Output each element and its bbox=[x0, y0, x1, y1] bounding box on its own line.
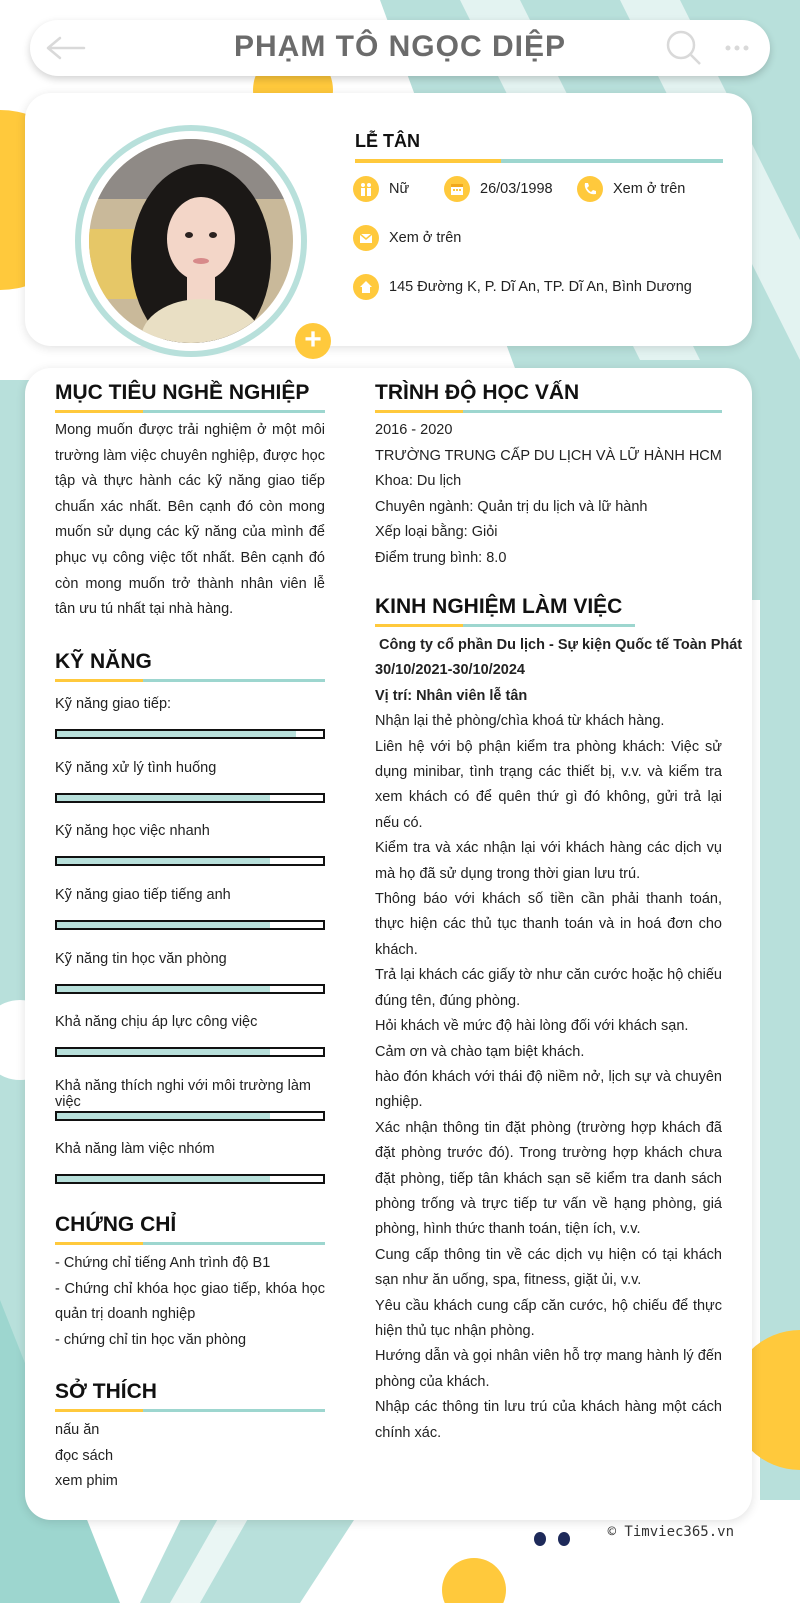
skill-bar bbox=[55, 1174, 325, 1184]
duty-item: Cảm ơn và chào tạm biệt khách. bbox=[375, 1043, 585, 1060]
skill-label: Kỹ năng xử lý tình huống bbox=[55, 760, 217, 776]
hobbies-underline bbox=[55, 1409, 325, 1412]
skill-item bbox=[55, 1078, 325, 1110]
duty-item: Nhập các thông tin lưu trú của khách hàng một cách chính xác. bbox=[375, 1399, 722, 1441]
skill-bar-fill bbox=[57, 1049, 270, 1055]
skill-label: Kỹ năng giao tiếp: bbox=[55, 696, 172, 712]
skill-item bbox=[55, 1014, 325, 1030]
footer-brand: © Timviec365.vn bbox=[607, 1524, 734, 1540]
email-value: Xem ở trên bbox=[389, 230, 462, 246]
skill-label: Kỹ năng tin học văn phòng bbox=[55, 951, 227, 967]
education-rank: Xếp loại bằng: Giỏi bbox=[375, 524, 498, 541]
education-school: TRƯỜNG TRUNG CẤP DU LỊCH VÀ LỮ HÀNH HCM bbox=[375, 447, 722, 464]
skill-bar bbox=[55, 856, 325, 866]
education-details bbox=[375, 418, 722, 572]
experience-title: KINH NGHIỆM LÀM VIỆC bbox=[375, 595, 623, 618]
experience-position: Vị trí: Nhân viên lễ tân bbox=[375, 687, 528, 704]
skill-bar-fill bbox=[57, 986, 270, 992]
skill-item bbox=[55, 760, 325, 776]
duty-item: Trả lại khách các giấy tờ như căn cước hoặc hộ chiếu đúng tên, đúng phòng. bbox=[375, 967, 722, 1009]
objective-underline bbox=[55, 410, 325, 413]
skill-bar bbox=[55, 920, 325, 930]
education-title: TRÌNH ĐỘ HỌC VẤN bbox=[375, 381, 580, 404]
duty-item: Xác nhận thông tin đặt phòng (trường hợp khách đã đặt phòng trước đó). Trong trường hợp khách chưa đặt phòng, tiếp tân khách sạn sẽ kiểm tra danh sách phòng trống và trực tiếp tư vấn về hạng phòng, giá phòng, hình thức thanh toán, tiện ích, v.v. bbox=[375, 1119, 722, 1238]
list-item: nấu ăn bbox=[55, 1422, 100, 1438]
education-period: 2016 - 2020 bbox=[375, 422, 453, 438]
add-photo-button[interactable]: + bbox=[295, 323, 331, 359]
list-item: đọc sách bbox=[55, 1447, 114, 1464]
skill-bar-fill bbox=[57, 858, 270, 864]
gender-value: Nữ bbox=[389, 181, 410, 197]
skill-item bbox=[55, 1141, 325, 1157]
objective-title: MỤC TIÊU NGHỀ NGHIỆP bbox=[55, 381, 310, 404]
skill-bar-fill bbox=[57, 922, 270, 928]
certificates-title: CHỨNG CHỈ bbox=[55, 1213, 177, 1236]
hobbies-list bbox=[55, 1418, 325, 1495]
duty-item: Yêu cầu khách cung cấp căn cước, hộ chiếu để thực hiện thủ tục nhận phòng. bbox=[375, 1297, 722, 1339]
skill-item bbox=[55, 823, 325, 839]
education-major: Chuyên ngành: Quản trị du lịch và lữ hành bbox=[375, 498, 648, 515]
experience-period: 30/10/2021-30/10/2024 bbox=[375, 662, 525, 679]
education-gpa: Điểm trung bình: 8.0 bbox=[375, 549, 507, 566]
duty-item: Thông báo với khách số tiền cần phải thanh toán, thực hiện các thủ tục thanh toán và in hoá đơn cho khách. bbox=[375, 891, 722, 958]
skills-underline bbox=[55, 679, 325, 682]
hobbies-title: SỞ THÍCH bbox=[55, 1380, 157, 1403]
birthdate-value: 26/03/1998 bbox=[480, 181, 553, 197]
duty-item: Nhận lại thẻ phòng/chìa khoá từ khách hàng. bbox=[375, 713, 665, 730]
skill-bar bbox=[55, 729, 325, 739]
experience-company: Công ty cổ phần Du lịch - Sự kiện Quốc tế Toàn Phát bbox=[375, 637, 743, 653]
education-underline bbox=[375, 410, 722, 413]
skill-bar bbox=[55, 1111, 325, 1121]
list-item: - Chứng chỉ tiếng Anh trình độ B1 bbox=[55, 1255, 271, 1271]
experience-details bbox=[375, 633, 743, 1446]
skill-bar bbox=[55, 984, 325, 994]
duty-item: Hỏi khách về mức độ hài lòng đối với khách sạn. bbox=[375, 1018, 689, 1035]
list-item: - Chứng chỉ khóa học giao tiếp, khóa học quản trị doanh nghiệp bbox=[55, 1280, 325, 1323]
objective-text: Mong muốn được trải nghiệm ở một môi trường làm việc chuyên nghiệp, được học tập và thực hành các kỹ năng giao tiếp chuẩn xác nhất. Bên cạnh đó còn mong muốn sử dụng các kỹ năng của mình để phục vụ công việc tốt nhất. Bên cạnh đó còn mong muốn trở thành nhân viên lễ tân ưu tú nhất tại nhà hàng. bbox=[55, 422, 325, 618]
duty-item: Hướng dẫn và gọi nhân viên hỗ trợ mang hành lý đến phòng của khách. bbox=[375, 1348, 722, 1390]
page-title: PHẠM TÔ NGỌC DIỆP bbox=[233, 30, 566, 63]
skill-label: Khả năng chịu áp lực công việc bbox=[55, 1014, 258, 1030]
skill-bar-fill bbox=[57, 1113, 270, 1119]
duty-item: Kiểm tra và xác nhận lại với khách hàng các dịch vụ mà họ đã sử dụng trong thời gian lưu trú. bbox=[375, 840, 722, 882]
job-title: LỄ TÂN bbox=[355, 131, 420, 151]
skill-label: Kỹ năng giao tiếp tiếng anh bbox=[55, 887, 231, 903]
skill-item bbox=[55, 887, 325, 903]
skills-title: KỸ NĂNG bbox=[55, 650, 152, 673]
skill-bar-fill bbox=[57, 731, 296, 737]
skill-bar-fill bbox=[57, 795, 270, 801]
education-faculty: Khoa: Du lịch bbox=[375, 473, 462, 490]
duty-item: hào đón khách với thái độ niềm nở, lịch sự và chuyên nghiệp. bbox=[375, 1068, 722, 1111]
skill-label: Kỹ năng học việc nhanh bbox=[55, 823, 210, 839]
list-item: xem phim bbox=[55, 1473, 118, 1490]
skill-item bbox=[55, 951, 325, 967]
skill-bar bbox=[55, 793, 325, 803]
phone-value: Xem ở trên bbox=[613, 181, 686, 197]
skill-label: Khả năng làm việc nhóm bbox=[55, 1141, 215, 1157]
skill-bar bbox=[55, 1047, 325, 1057]
skill-label: Khả năng thích nghi với môi trường làm việc bbox=[55, 1078, 312, 1110]
address-value: 145 Đường K, P. Dĩ An, TP. Dĩ An, Bình Dương bbox=[389, 279, 692, 295]
skill-bar-fill bbox=[57, 1176, 270, 1182]
duty-item: Cung cấp thông tin về các dịch vụ hiện có tại khách sạn như ăn uống, spa, fitness, giặt ủi, v.v. bbox=[375, 1246, 722, 1289]
experience-underline bbox=[375, 624, 635, 627]
duty-item: Liên hệ với bộ phận kiểm tra phòng khách: Việc sử dụng minibar, tình trạng các thiết bị, v.v. và kiểm tra xem khách có để quên thứ gì đó không, gửi trả lại nếu có. bbox=[375, 738, 722, 831]
skill-item bbox=[55, 696, 325, 712]
certificates-underline bbox=[55, 1242, 325, 1245]
list-item: - chứng chỉ tin học văn phòng bbox=[55, 1331, 247, 1348]
certificates-list bbox=[55, 1251, 325, 1353]
